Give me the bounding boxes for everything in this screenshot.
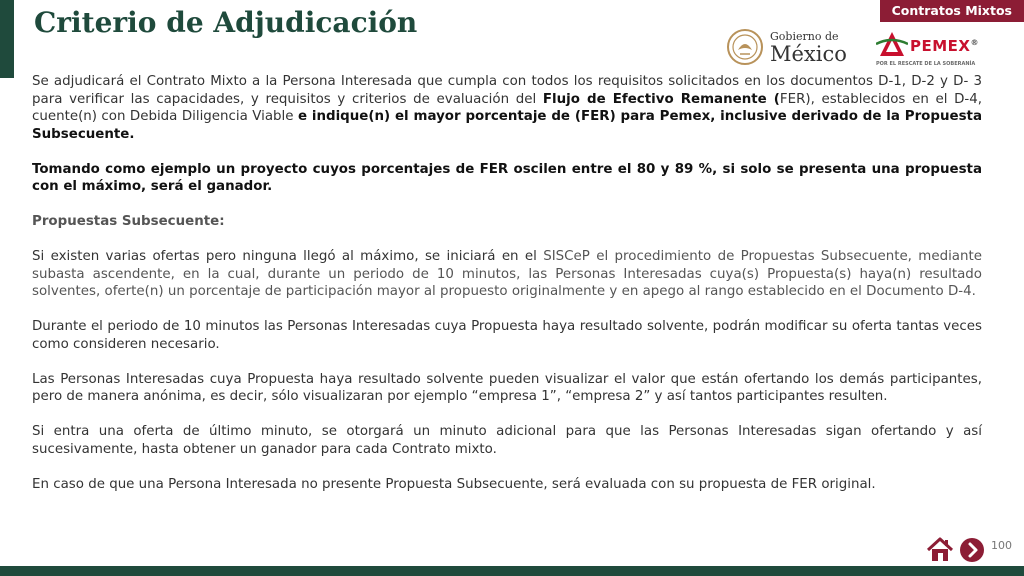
slide-body — [32, 73, 982, 511]
gobierno-de-mexico-logo — [726, 28, 856, 68]
paragraph-adjudication: Se adjudicará el Contrato Mixto a la Persona Interesada que cumpla con todos los requisitos solicitados en los documentos D-1, D-2 y D- 3 para verificar las capacidades, y requisitos y criterios de evaluación del Flujo de Efectivo Remanente (FER), establecidos en el D-4, cuente(n) con Debida Diligencia Viable e indique(n) el mayor porcentaje de (FER) para Pemex, inclusive derivado de la Propuesta Subsecuente. — [32, 74, 983, 142]
pemex-eagle-icon — [876, 28, 908, 58]
paragraph-visualizar: Las Personas Interesadas cuya Propuesta haya resultado solvente pueden visualizar el valor que están ofertando los demás participantes, pero de manera anónima, es decir, sólo visualizaran por ejemplo “empresa 1”, “empresa 2” y así tantos participantes resulten. — [32, 371, 982, 404]
chevron-right-icon — [960, 538, 984, 562]
page-number: 100 — [991, 539, 1012, 552]
paragraph-periodo: Durante el periodo de 10 minutos las Personas Interesadas cuya Propuesta haya resultado solvente, podrán modificar su oferta tantas veces como consideren necesario. — [32, 319, 982, 352]
section-tag: Contratos Mixtos — [880, 0, 1024, 22]
pemex-tagline: POR EL RESCATE DE LA SOBERANÍA — [876, 61, 976, 67]
paragraph-sin-propuesta: En caso de que una Persona Interesada no presente Propuesta Subsecuente, será evaluada con su propuesta de FER original. — [32, 476, 876, 492]
bottom-accent-bar — [0, 566, 1024, 576]
slide-title: Criterio de Adjudicación — [34, 6, 418, 39]
gobierno-line1: Gobierno de — [770, 30, 839, 43]
gobierno-line2: México — [770, 42, 847, 66]
pemex-wordmark: PEMEX® — [910, 37, 979, 55]
home-icon — [926, 537, 954, 563]
left-accent-strip — [0, 0, 14, 78]
mexico-coat-of-arms-icon — [726, 28, 764, 66]
pemex-logo — [876, 26, 994, 70]
next-slide-button[interactable] — [960, 538, 984, 562]
subheading-propuestas: Propuestas Subsecuente: — [32, 214, 225, 229]
home-button[interactable] — [926, 537, 954, 563]
paragraph-ultimo-minuto: Si entra una oferta de último minuto, se otorgará un minuto adicional para que las Personas Interesadas sigan ofertando y así sucesivamente, hasta obtener un ganador para cada Contrato mixto. — [32, 424, 982, 457]
paragraph-example: Tomando como ejemplo un proyecto cuyos porcentajes de FER oscilen entre el 80 y 89 %, si solo se presenta una propuesta con el máximo, será el ganador. — [32, 161, 982, 194]
gobierno-text — [770, 30, 860, 65]
registered-mark: ® — [970, 38, 979, 47]
paragraph-subasta: Si existen varias ofertas pero ninguna llegó al máximo, se iniciará en el SISCeP el procedimiento de Propuestas Subsecuente, mediante subasta ascendente, en la cual, durante un periodo de 10 minutos, las Personas Interesadas cuya(s) Propuesta(s) haya(n) resultado solventes, oferte(n) un porcentaje de participación mayor al propuesto originalmente y en apego al rango establecido en el Documento D-4. — [32, 249, 982, 299]
